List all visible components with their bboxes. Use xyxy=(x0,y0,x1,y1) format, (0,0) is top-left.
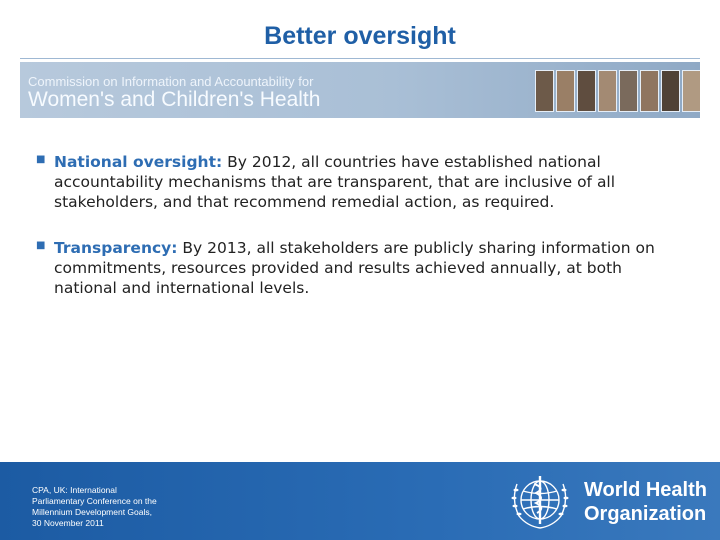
bullet-text: By 2012, all countries have established national accountability mechanisms that are transparent, that are inclusive of all stakeholders, and that recommend remedial action, as required. xyxy=(54,153,616,211)
footer-line: Millennium Development Goals, xyxy=(32,507,152,517)
bullet-transparency xyxy=(36,238,676,298)
bullet-lead: National oversight: xyxy=(54,153,223,171)
footer-line: 30 November 2011 xyxy=(32,518,104,528)
title-divider xyxy=(20,58,700,59)
bullet-text: By 2013, all stakeholders are publicly sharing information on commitments, resources provided and results achieved annually, at both national and international levels. xyxy=(54,239,655,297)
who-name-line1: World Health xyxy=(584,479,707,501)
footer-line: Parliamentary Conference on the xyxy=(32,496,157,506)
who-name-line2: Organization xyxy=(584,503,707,525)
footer-event-info xyxy=(32,485,232,529)
who-wordmark xyxy=(584,478,709,526)
banner-photo xyxy=(661,70,680,112)
banner-photo xyxy=(556,70,575,112)
bullet-square-icon: ■ xyxy=(36,240,46,251)
banner-photo xyxy=(640,70,659,112)
who-emblem-icon xyxy=(507,470,573,532)
banner-photo xyxy=(535,70,554,112)
bullet-list xyxy=(36,152,676,324)
banner-photo-strip xyxy=(535,70,700,112)
bullet-lead: Transparency: xyxy=(54,239,178,257)
banner-subtitle: Commission on Information and Accountability for xyxy=(28,74,314,89)
banner-title: Women's and Children's Health xyxy=(28,88,321,111)
footer-bar xyxy=(0,462,720,540)
banner-photo xyxy=(682,70,700,112)
banner-photo xyxy=(598,70,617,112)
banner-photo xyxy=(619,70,638,112)
slide-title: Better oversight xyxy=(264,22,456,50)
banner-photo xyxy=(577,70,596,112)
commission-banner xyxy=(20,62,700,118)
footer-line: CPA, UK: International xyxy=(32,485,117,495)
bullet-national-oversight xyxy=(36,152,676,212)
bullet-square-icon: ■ xyxy=(36,154,46,165)
